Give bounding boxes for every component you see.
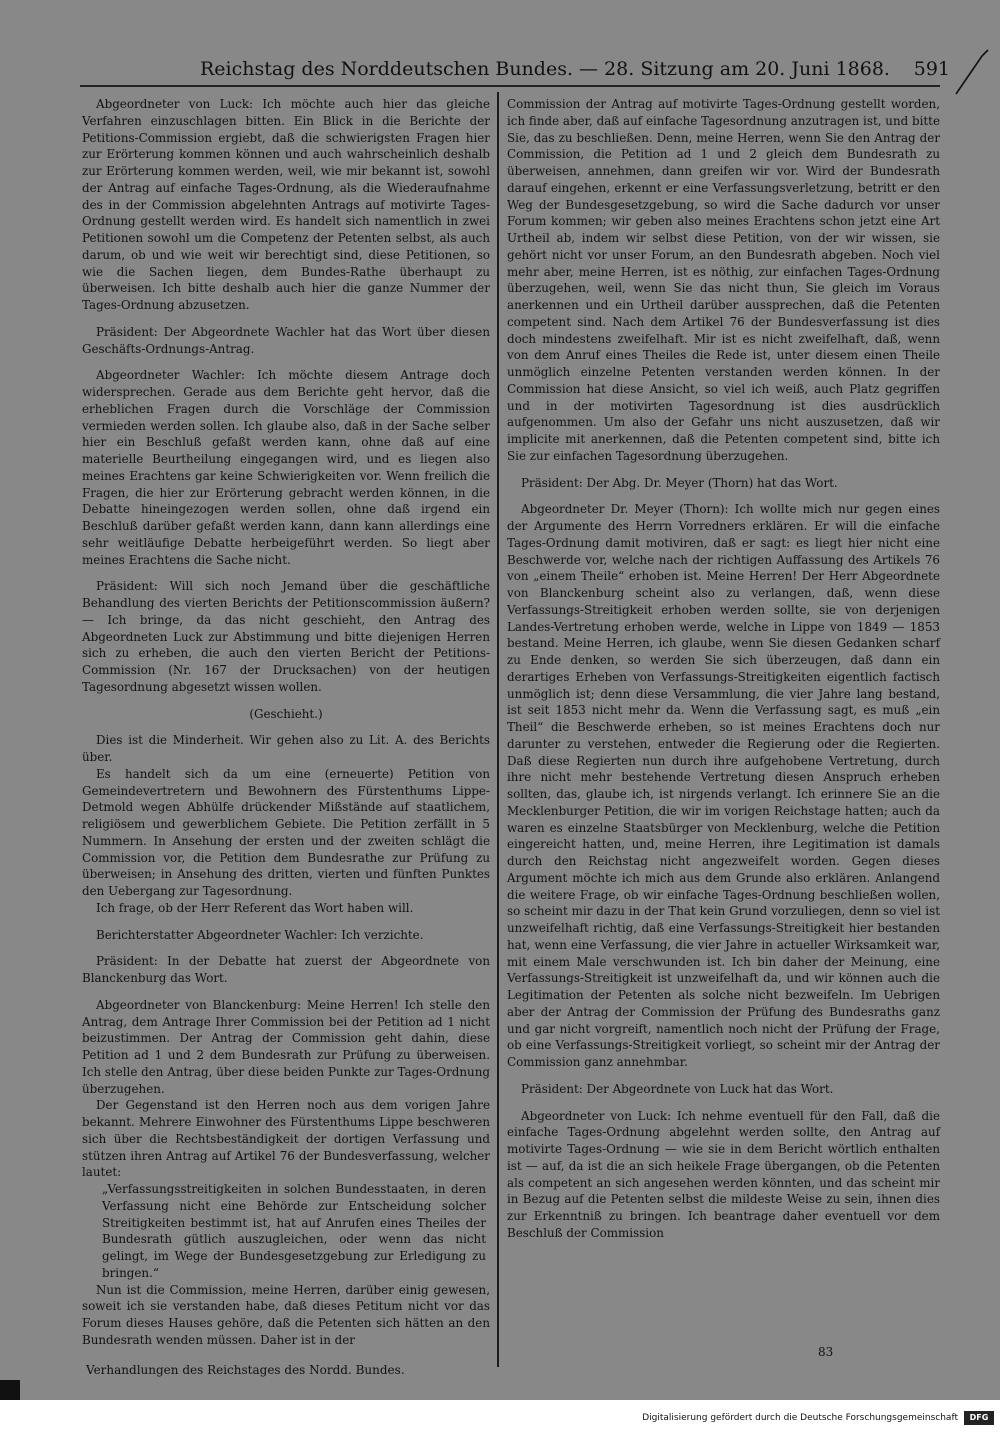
paragraph-right-2: Abgeordneter Dr. Meyer (Thorn): Ich wollte mich nur gegen eines der Argumente des Herrn Vorredners erklären. Er will die einfache Tages-Ordnung damit motiviren, daß er sagt: es liegt hier nicht eine Beschwerde vor, welche nach der richtigen Auffassung des Artikels 76 von „einem Theile“ erhoben ist. Meine Herren! Der Herr Abgeordnete von Blanckenburg scheint also zu verlangen, daß, wenn diese Verfassungs-Streitigkeit erhoben werden sollte, sie von derjenigen Landes-Vertretung erhoben werde, welche in Lippe von 1849 — 1853 bestand. Meine Herren, ich glaube, wenn Sie diesen Gedanken scharf zu Ende denken, so werden Sie sich überzeugen, daß dann ein derartiges Erheben von Verfassungs-Streitigkeiten eigentlich factisch unmöglich ist; denn diese Versammlung, die vier Jahre lang bestand, ist seit 1853 nicht mehr da. Wenn die Verfassung sagt, es muß „ein Theil“ die Beschwerde erheben, so ist meines Erachtens doch nur darunter zu verstehen, entweder die Regierung oder die Regierten. Daß diese Regierten nun durch ihre aufgehobene Vertretung, durch ihre nicht mehr bestehende Vertretung diesen Anspruch erheben sollten, das, glaube ich, ist nirgends verlangt. Ich erinnere Sie an die Mecklenburger Petition, die wir im vorigen Reichstage hatten; auch da waren es einzelne Staatsbürger von Mecklenburg, welche die Petition eingereicht hatten, und, meine Herren, ihre Legitimation ist damals durch den Reichstag nicht angezweifelt worden. Gegen dieses Argument möchte ich mich aus dem Grunde also erklären. Anlangend die weitere Frage, ob wir einfache Tages-Ordnung beschließen wollen, so scheint mir dazu in der That kein Grund vorzuliegen, denn so viel ist unzweifelhaft richtig, daß eine Verfassungs-Streitigkeit hier bestanden hat, wenn eine Verfassung, die vier Jahre in actueller Wirksamkeit war, mit einem Male verschwunden ist. Ich bin daher der Meinung, eine Verfassungs-Streitigkeit ist unzweifelhaft da, und wir können auch die Legitimation der Petenten als solche nicht bezweifeln. Im Uebrigen aber der Antrag der Commission der Prüfung des Bundesraths ganz und gar nicht vorgreift, namentlich noch nicht der Prüfung der Frage, ob eine Verfassungs-Streitigkeit vorliegt, so scheint mir der Antrag der Commission ganz annehmbar. <box>507 502 940 1069</box>
paragraph-left-2: Abgeordneter Wachler: Ich möchte diesem Antrage doch widersprechen. Gerade aus dem Berichte geht hervor, daß die erheblichen Fragen durch die Vorschläge der Commission vermieden werden sollen. Ich glaube also, daß in der Sache selber hier ein Beschluß gefaßt werden kann, ohne daß auf eine materielle Beurtheilung eingegangen wird, und es liegen also meines Erachtens gar keine Schwierigkeiten vor. Wenn freilich die Fragen, die hier zur Erörterung gebracht werden können, in die Debatte hineingezogen werden sollen, ohne daß irgend ein Beschluß darüber gefaßt werden kann, dann kann allerdings eine sehr weitläufige Debatte herbeigeführt werden. So liegt aber meines Erachtens die Sache nicht. <box>82 368 490 567</box>
credit-text: Digitalisierung gefördert durch die Deutsche Forschungsgemeinschaft <box>642 1413 958 1423</box>
paragraph-left-13: Nun ist die Commission, meine Herren, darüber einig gewesen, soweit ich sie verstanden habe, daß dieses Petitum nicht vor das Forum dieses Hauses gehöre, daß die Petenten sich hätten an den Bundesrath wenden müssen. Daher ist in der <box>82 1282 490 1347</box>
page-number: 591 <box>913 58 950 80</box>
paragraph-left-6: Es handelt sich da um eine (erneuerte) Petition von Gemeindevertretern und Bewohnern des Fürstenthums Lippe-Detmold wegen Abhülfe drückender Mißstände auf staatlichem, religiösem und gewerblichem Gebiete. Die Petition zerfällt in 5 Nummern. In Ansehung der ersten und der zweiten schlägt die Commission vor, die Petition dem Bundesrathe zur Prüfung zu überweisen; in Ansehung des dritten, vierten und fünften Punktes den Uebergang zur Tagesordnung. <box>82 766 490 898</box>
paragraph-right-0: Commission der Antrag auf motivirte Tages-Ordnung gestellt worden, ich finde aber, daß auf einfache Tagesordnung anzutragen ist, und bitte Sie, das zu beschließen. Denn, meine Herren, wenn Sie den Antrag der Commission, die Petition ad 1 und 2 gleich dem Bundesrath zu überweisen, annehmen, dann greifen wir vor. Wird der Bundesrath darauf eingehen, erkennt er eine Verfassungsverletzung, betritt er den Weg der Bundesgesetzgebung, so wird die Sache dadurch vor unser Forum kommen; wir geben also meines Erachtens schon jetzt eine Art Urtheil ab, indem wir selbst diese Petition, von der wir wissen, sie gehört nicht vor unser Forum, an den Bundesrath abgeben. Noch viel mehr aber, meine Herren, ist es nöthig, zur einfachen Tages-Ordnung überzugehen, weil, wenn Sie das nicht thun, Sie gleich im Voraus anerkennen und ein Urtheil darüber aussprechen, daß die Petenten competent sind. Nach dem Artikel 76 der Bundesverfassung ist dies doch mindestens zweifelhaft. Mir ist es nicht zweifelhaft, daß, wenn von dem Anruf eines Theiles die Rede ist, unter diesem einen Theile unmöglich einzelne Petenten verstanden werden können. In der Commission hat diese Ansicht, so viel ich weiß, auch Platz gegriffen und in der motivirten Tagesordnung ist dies ausdrücklich aufgenommen. Um also der Gefahr uns nicht auszusetzen, daß wir implicite mit anerkennen, daß die Petenten competent sind, bitte ich Sie zur einfachen Tagesordnung überzugehen. <box>507 97 940 463</box>
signature-mark: 83 <box>818 1345 834 1359</box>
left-column <box>82 96 490 1381</box>
paragraph-left-9: Präsident: In der Debatte hat zuerst der Abgeordnete von Blanckenburg das Wort. <box>82 954 490 985</box>
paragraph-left-3: Präsident: Will sich noch Jemand über die geschäftliche Behandlung des vierten Berichts der Petitionscommission äußern? — Ich bringe, da das nicht geschieht, den Antrag des Abgeordneten Luck zur Abstimmung und bitte diejenigen Herren sich zu erheben, die auch den vierten Bericht der Petitions-Commission (Nr. 167 der Drucksachen) von der heutigen Tagesordnung abgesetzt wissen wollen. <box>82 579 490 694</box>
paragraph-left-1: Präsident: Der Abgeordnete Wachler hat das Wort über diesen Geschäfts-Ordnungs-Antrag. <box>82 324 490 356</box>
paragraph-right-3: Präsident: Der Abgeordnete von Luck hat das Wort. <box>521 1081 834 1096</box>
paragraph-right-1: Präsident: Der Abg. Dr. Meyer (Thorn) hat das Wort. <box>521 475 838 490</box>
header-title: Reichstag des Norddeutschen Bundes. — 28. Sitzung am 20. Juni 1868. <box>200 58 890 80</box>
paragraph-left-0: Abgeordneter von Luck: Ich möchte auch hier das gleiche Verfahren einzuschlagen bitten. Ein Blick in die Berichte der Petitions-Commission ergiebt, daß die schwierigsten Fragen hier zur Erörterung kommen können und auch wahrscheinlich deshalb zur Erörterung kommen werden, weil, wie mir bekannt ist, sowohl der Antrag auf einfache Tages-Ordnung, als die Wiederaufnahme des in der Commission abgelehnten Antrags auf motivirte Tages-Ordnung gestellt werden wird. Es handelt sich namentlich in zwei Petitionen sowohl um die Competenz der Petenten selbst, als auch darum, ob und wie weit wir berechtigt sind, diese Petitionen, so wie die Sachen liegen, dem Bundes-Rathe überhaupt zu überweisen. Ich bitte deshalb auch hier die ganze Nummer der Tages-Ordnung abzusetzen. <box>82 97 490 312</box>
paragraph-right-4: Abgeordneter von Luck: Ich nehme eventuell für den Fall, daß die einfache Tages-Ordnung abgelehnt werden sollte, den Antrag auf motivirte Tages-Ordnung — wie sie in dem Bericht wörtlich enthalten ist — auf, da ist die an sich heikele Frage übergangen, ob die Petenten als competent an sich angesehen werden könnten, und das scheint mir in Bezug auf die Petenten selbst die mildeste Weise zu sein, ihnen dies zur Erkenntniß zu bringen. Ich beantrage daher eventuell vor dem Beschluß der Commission <box>507 1108 940 1240</box>
paragraph-left-11: Der Gegenstand ist den Herren noch aus dem vorigen Jahre bekannt. Mehrere Einwohner des Fürstenthums Lippe beschweren sich über die Rechtsbeständigkeit der dortigen Verfassung und stützen ihren Antrag auf Artikel 76 der Bundesverfassung, welcher lautet: <box>82 1098 490 1180</box>
running-header <box>60 56 950 82</box>
quotation: „Verfassungsstreitigkeiten in solchen Bundesstaaten, in deren Verfassung nicht eine Behörde zur Entscheidung solcher Streitigkeiten bestimmt ist, hat auf Anrufen eines Theiles der Bundesrath gütlich auszugleichen, oder wenn das nicht gelingt, im Wege der Bundesgesetzgebung zur Erledigung zu bringen.“ <box>102 1182 486 1280</box>
pen-mark-icon <box>952 48 992 98</box>
paragraph-left-10: Abgeordneter von Blanckenburg: Meine Herren! Ich stelle den Antrag, dem Antrage Ihrer Commission bei der Petition ad 1 nicht beizustimmen. Der Antrag der Commission geht dahin, diese Petition ad 1 und 2 dem Bundesrath zur Prüfung zu überweisen. Ich stelle den Antrag, über diese beiden Punkte zur Tages-Ordnung überzugehen. <box>82 997 490 1096</box>
paragraph-left-8: Berichterstatter Abgeordneter Wachler: Ich verzichte. <box>96 927 424 942</box>
paragraph-left-4: (Geschieht.) <box>249 706 323 721</box>
dfg-logo: DFG <box>964 1411 994 1425</box>
scan-edge-mark <box>0 1380 20 1400</box>
paragraph-left-5: Dies ist die Minderheit. Wir gehen also zu Lit. A. des Berichts über. <box>82 733 490 764</box>
right-column <box>507 96 940 1361</box>
header-rule <box>80 85 940 87</box>
column-divider <box>497 92 499 1367</box>
footer-imprint: Verhandlungen des Reichstages des Nordd. Bundes. <box>86 1363 405 1377</box>
paragraph-left-7: Ich frage, ob der Herr Referent das Wort haben will. <box>96 900 414 915</box>
